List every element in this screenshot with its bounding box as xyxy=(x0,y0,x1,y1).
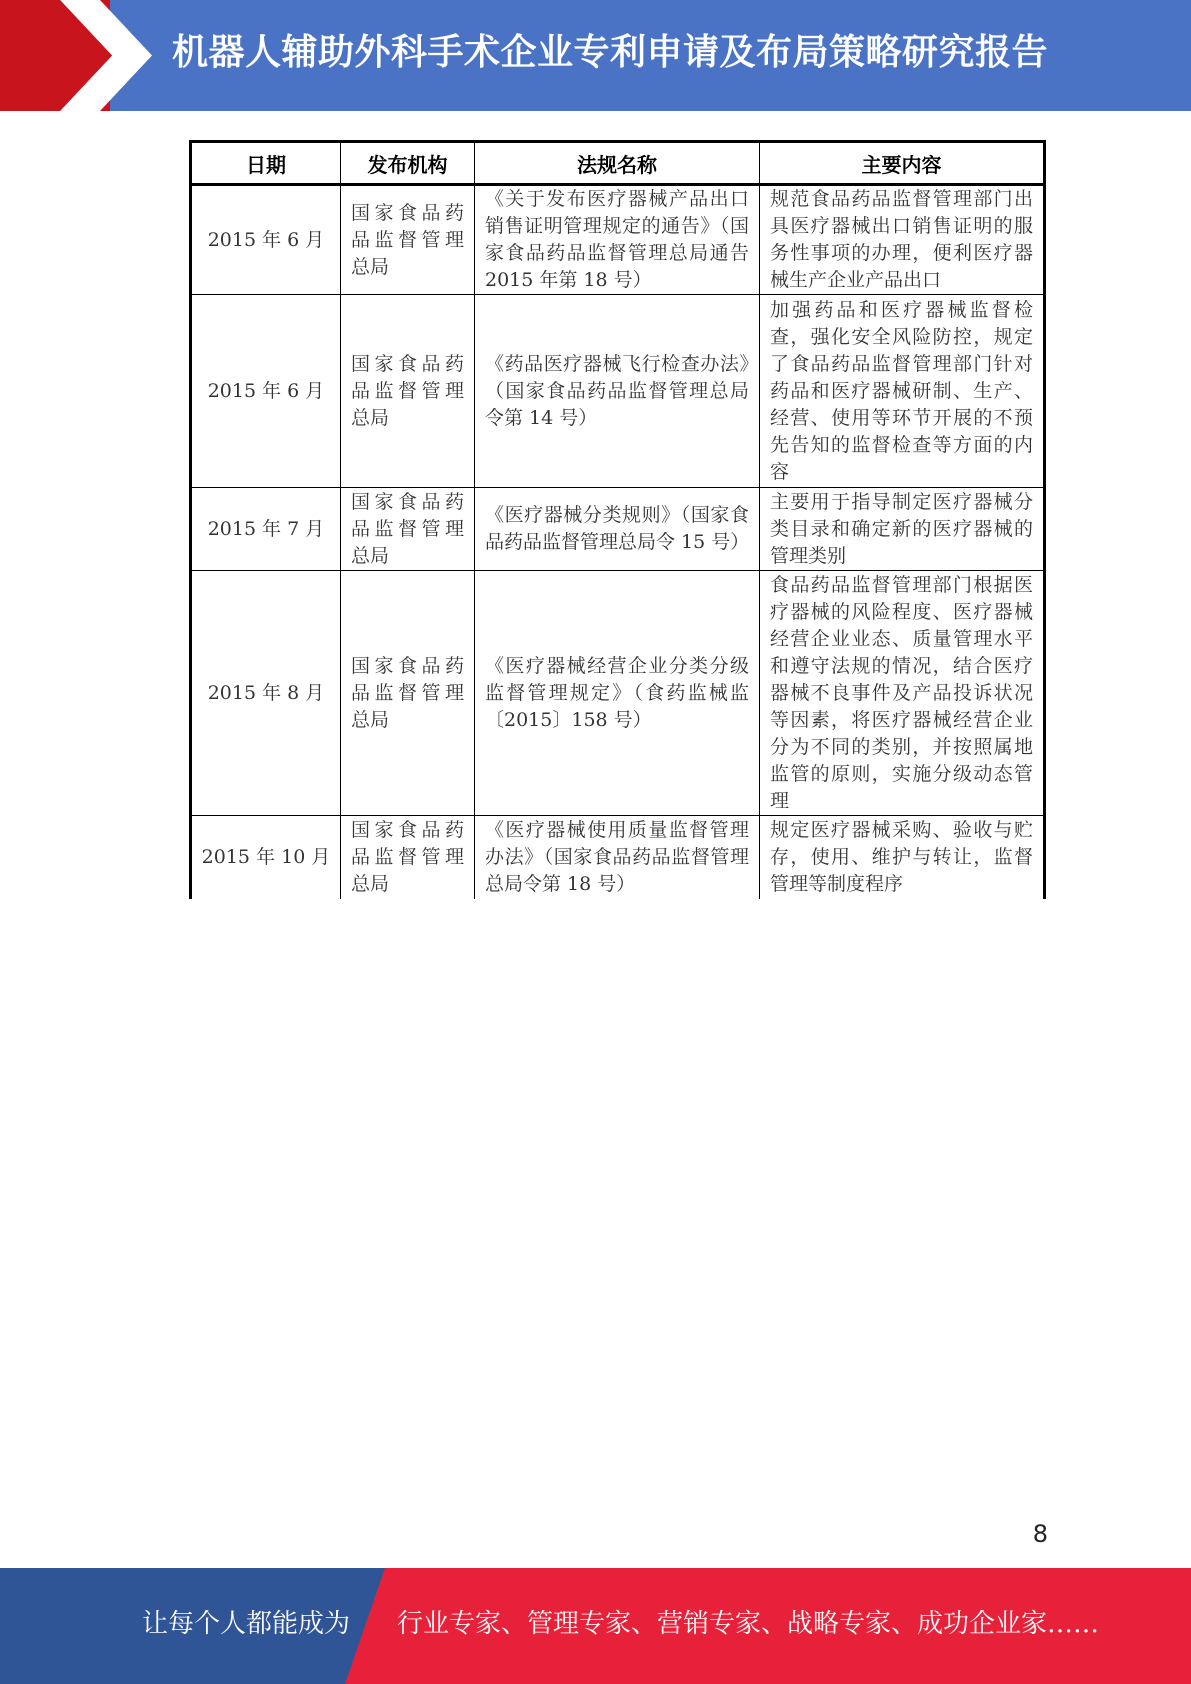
table-row xyxy=(191,185,1045,295)
header-regulation: 法规名称 xyxy=(475,142,760,185)
row-date: 2015 年 6 月 xyxy=(191,295,341,488)
row-date: 2015 年 8 月 xyxy=(191,571,341,816)
table-header-row xyxy=(191,142,1045,185)
footer-slogan-right: 行业专家、管理专家、营销专家、战略专家、成功企业家…… xyxy=(397,1609,1100,1639)
row-date: 2015 年 6 月 xyxy=(191,185,341,295)
header-content: 主要内容 xyxy=(760,142,1045,185)
row-regulation: 《医疗器械分类规则》（国家食品药品监督管理总局令 15 号） xyxy=(475,488,760,571)
row-date: 2015 年 7 月 xyxy=(191,488,341,571)
row-regulation: 《关于发布医疗器械产品出口销售证明管理规定的通告》（国家食品药品监督管理总局通告 2015 年第 18 号） xyxy=(475,185,760,295)
row-regulation: 《医疗器械经营企业分类分级监督管理规定》（食药监械监〔2015〕158 号） xyxy=(475,571,760,816)
row-regulation: 《医疗器械使用质量监督管理办法》（国家食品药品监督管理总局令第 18 号） xyxy=(475,816,760,899)
table-row xyxy=(191,488,1045,571)
page-number: 8 xyxy=(1032,1520,1048,1548)
regulations-table xyxy=(189,140,1046,899)
row-issuer: 国家食品药品监督管理总局 xyxy=(341,571,475,816)
row-issuer: 国家食品药品监督管理总局 xyxy=(341,816,475,899)
header-issuer: 发布机构 xyxy=(341,142,475,185)
row-content: 规定医疗器械采购、验收与贮存，使用、维护与转让，监督管理等制度程序 xyxy=(760,816,1045,899)
row-content: 加强药品和医疗器械监督检查，强化安全风险防控，规定了食品药品监督管理部门针对药品和医疗器械研制、生产、经营、使用等环节开展的不预先告知的监督检查等方面的内容 xyxy=(760,295,1045,488)
row-content: 规范食品药品监督管理部门出具医疗器械出口销售证明的服务性事项的办理，便利医疗器械生产企业产品出口 xyxy=(760,185,1045,295)
report-title: 机器人辅助外科手术企业专利申请及布局策略研究报告 xyxy=(172,32,1049,73)
table-row xyxy=(191,295,1045,488)
row-regulation: 《药品医疗器械飞行检查办法》（国家食品药品监督管理总局令第 14 号） xyxy=(475,295,760,488)
row-issuer: 国家食品药品监督管理总局 xyxy=(341,295,475,488)
table-row xyxy=(191,571,1045,816)
footer-slogan-left: 让每个人都能成为 xyxy=(142,1609,351,1639)
row-date: 2015 年 10 月 xyxy=(191,816,341,899)
row-issuer: 国家食品药品监督管理总局 xyxy=(341,488,475,571)
table-row xyxy=(191,816,1045,899)
header-banner xyxy=(0,0,1191,111)
header-date: 日期 xyxy=(191,142,341,185)
row-content: 食品药品监督管理部门根据医疗器械的风险程度、医疗器械经营企业业态、质量管理水平和遵守法规的情况，结合医疗器械不良事件及产品投诉状况等因素，将医疗器械经营企业分为不同的类别，并按照属地监管的原则，实施分级动态管理 xyxy=(760,571,1045,816)
footer-banner xyxy=(0,1568,1191,1684)
row-content: 主要用于指导制定医疗器械分类目录和确定新的医疗器械的管理类别 xyxy=(760,488,1045,571)
header-arrow-icon xyxy=(0,0,160,111)
row-issuer: 国家食品药品监督管理总局 xyxy=(341,185,475,295)
